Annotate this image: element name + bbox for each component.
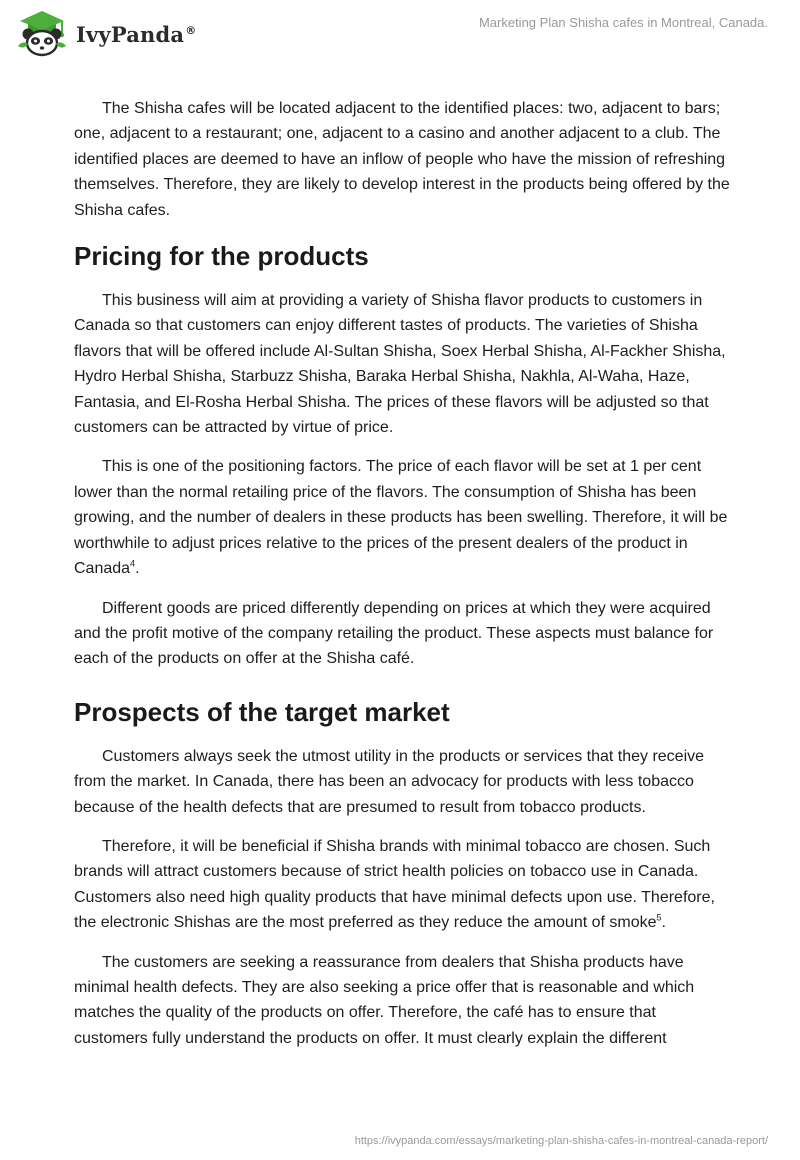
- heading-prospects: Prospects of the target market: [74, 696, 450, 727]
- paragraph-customer-utility: Customers always seek the utmost utility in the products or services that they receive from the market. In Canada, there has been an advocacy for products with less tobacco because of the health defects that are presumed to result from tobacco products.: [74, 747, 705, 816]
- paragraph-positioning: [74, 454, 734, 581]
- registered-mark: ®: [185, 23, 197, 37]
- document-title: Marketing Plan Shisha cafes in Montreal, Canada.: [478, 15, 768, 30]
- paragraph-reassurance: The customers are seeking a reassurance from dealers that Shisha products have minimal health defects. They are also seeking a price offer that is reasonable and which matches the quality of the products on offer. Therefore, the café has to ensure that customers fully understand the products on offer. It must clearly explain the different: [74, 953, 695, 1047]
- paragraph-pricing-balance: Different goods are priced differently depending on prices at which they were acquired and the profit motive of the company retailing the product. These aspects must balance for each of the products on offer at the Shisha café.: [74, 599, 714, 668]
- footnote-ref-4[interactable]: 4: [130, 558, 136, 569]
- paragraph-minimal-tobacco-text: Therefore, it will be beneficial if Shisha brands with minimal tobacco are chosen. Such brands will attract customers because of strict health policies on tobacco use in Canada. Customers also need high quality products that have minimal defects upon use. Therefore, the electronic Shishas are the most preferred as they reduce the amount of smoke: [74, 837, 715, 932]
- page-header: [0, 0, 800, 70]
- paragraph-minimal-tobacco: [74, 834, 734, 936]
- paragraph-positioning-text: This is one of the positioning factors. The price of each flavor will be set at 1 per cent lower than the normal retailing price of the flavors. The consumption of Shisha has been growing, and the number of dealers in these products has been swelling. Therefore, it will be worthwhile to adjust prices relative to the prices of the present dealers of the product in Canada: [74, 458, 728, 578]
- paragraph-minimal-tobacco-end: .: [661, 914, 666, 932]
- brand-name: IvyPanda®: [76, 21, 197, 47]
- source-url[interactable]: https://ivypanda.com/essays/marketing-plan-shisha-cafes-in-montreal-canada-report/: [354, 1135, 768, 1147]
- paragraph-pricing-varieties: This business will aim at providing a variety of Shisha flavor products to customers in Canada so that customers can enjoy different tastes of products. The varieties of Shisha flavors that will be offered include Al-Sultan Shisha, Soex Herbal Shisha, Al-Fackher Shisha, Hydro Herbal Shisha, Starbuzz Shisha, Baraka Herbal Shisha, Nakhla, Al-Waha, Haze, Fantasia, and El-Rosha Herbal Shisha. The prices of these flavors will be adjusted so that customers can be attracted by virtue of price.: [74, 292, 726, 437]
- brand-logo[interactable]: [14, 8, 196, 58]
- footnote-ref-5[interactable]: 5: [656, 912, 662, 923]
- paragraph-location: The Shisha cafes will be located adjacent to the identified places: two, adjacent to bars; one, adjacent to a restaurant; one, adjacent to a casino and another adjacent to a club. The identified places are deemed to have an inflow of people who have the mission of refreshing themselves. Therefore, they are likely to develop interest in the products being offered by the Shisha cafes.: [74, 100, 730, 219]
- panda-logo-icon: [14, 8, 70, 58]
- article-body: [74, 96, 734, 1065]
- heading-pricing: Pricing for the products: [74, 241, 369, 272]
- paragraph-positioning-end: .: [135, 560, 140, 578]
